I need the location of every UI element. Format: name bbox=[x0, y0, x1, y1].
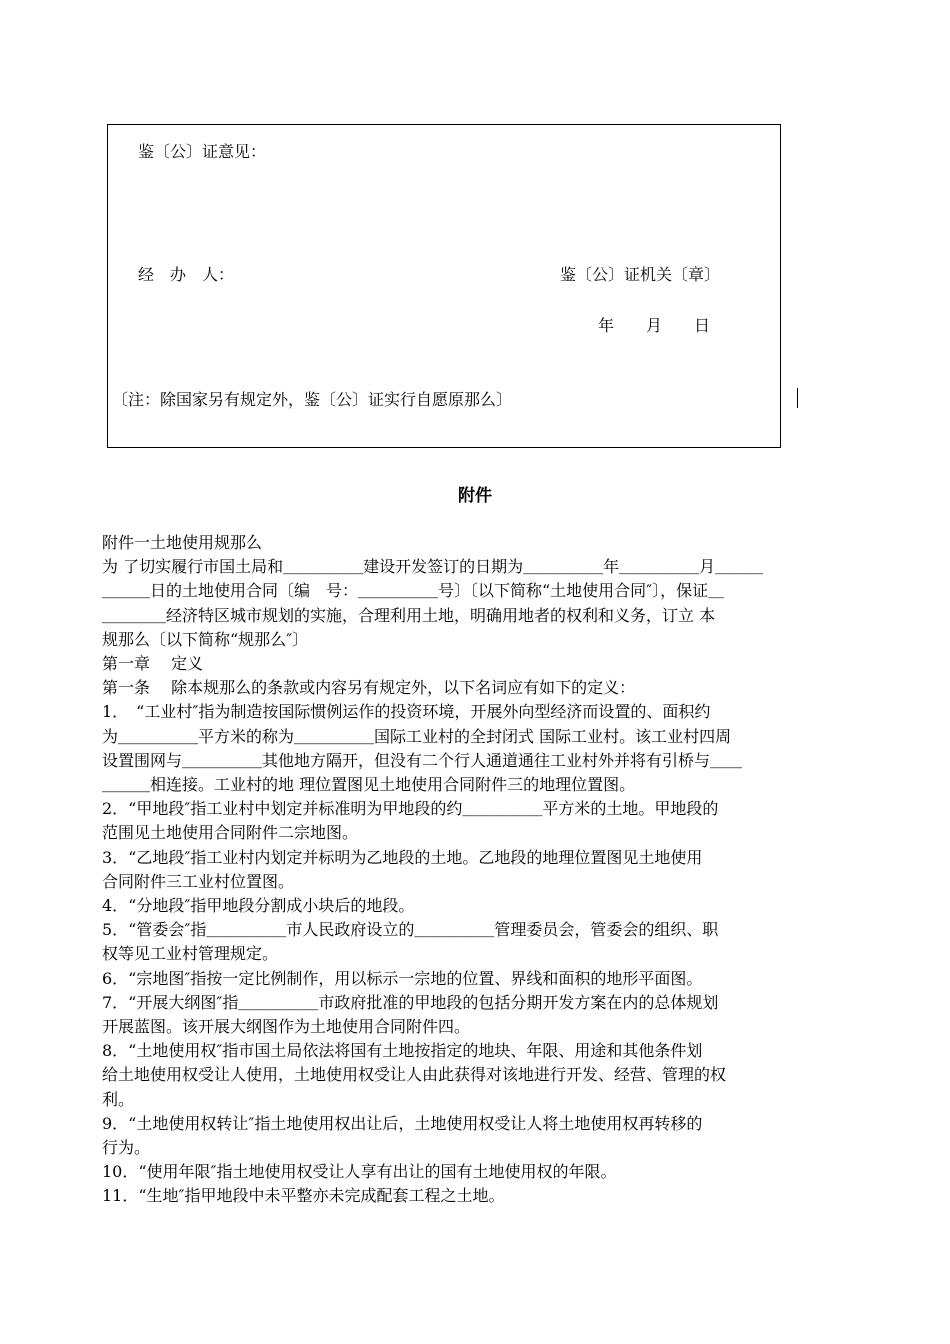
text-line: 权等见工业村管理规定。 bbox=[102, 944, 279, 964]
text-line: 行为。 bbox=[102, 1138, 151, 1158]
text-line: 第一条 除本规那么的条款或内容另有规定外，以下名词应有如下的定义： bbox=[102, 678, 636, 698]
text-line: 为 了切实履行市国土局和＿＿＿＿＿建设开发签订的日期为＿＿＿＿＿年＿＿＿＿＿月＿＿＿ bbox=[102, 557, 764, 577]
text-line: 9．“土地使用权转让″指土地使用权出让后，土地使用权受让人将土地使用权再转移的 bbox=[102, 1113, 703, 1133]
authority-label: 鉴〔公〕证机关〔章〕 bbox=[560, 265, 721, 284]
certification-box bbox=[107, 124, 781, 448]
text-line: 3．“乙地段″指工业村内划定并标明为乙地段的土地。乙地段的地理位置图见土地使用 bbox=[102, 847, 703, 867]
text-line: 5．“管委会″指＿＿＿＿＿市人民政府设立的＿＿＿＿＿管理委员会，管委会的组织、职 bbox=[102, 920, 719, 940]
text-line: 7．“开展大纲图″指＿＿＿＿＿市政府批准的甲地段的包括分期开发方案在内的总体规划 bbox=[102, 992, 719, 1012]
text-line: 开展蓝图。该开展大纲图作为土地使用合同附件四。 bbox=[102, 1017, 471, 1037]
text-line: ＿＿＿相连接。工业村的地 理位置图见土地使用合同附件三的地理位置图。 bbox=[102, 775, 636, 795]
text-line: 规那么〔以下简称“规那么″〕 bbox=[102, 629, 309, 649]
text-line: 10．“使用年限″指土地使用权受让人享有出让的国有土地使用权的年限。 bbox=[102, 1162, 617, 1182]
text-line: 为＿＿＿＿＿平方米的称为＿＿＿＿＿国际工业村的全封闭式 国际工业村。该工业村四周 bbox=[102, 726, 732, 746]
text-line: 8．“土地使用权″指市国土局依法将国有土地按指定的地块、年限、用途和其他条件划 bbox=[102, 1041, 703, 1061]
text-line: 6．“宗地图″指按一定比例制作，用以标示一宗地的位置、界线和面积的地形平面图。 bbox=[102, 968, 703, 988]
text-line: 合同附件三工业村位置图。 bbox=[102, 871, 295, 891]
text-line: 利。 bbox=[102, 1089, 135, 1109]
text-line: 给土地使用权受让人使用，土地使用权受让人由此获得对该地进行开发、经营、管理的权 bbox=[102, 1065, 727, 1085]
text-line: 11．“生地″指甲地段中未平整亦未完成配套工程之土地。 bbox=[102, 1186, 505, 1206]
handler-label: 经 办 人： bbox=[138, 265, 235, 284]
text-line: 2．“甲地段″指工业村中划定并标准明为甲地段的约＿＿＿＿＿平方米的土地。甲地段的 bbox=[102, 799, 719, 819]
opinion-label: 鉴〔公〕证意见： bbox=[138, 142, 267, 161]
box-edge-mark bbox=[797, 388, 798, 408]
text-line: 附件一土地使用规那么 bbox=[102, 533, 263, 552]
text-line: 设置围网与＿＿＿＿＿其他地方隔开，但没有二个行人通道通往工业村外并将有引桥与＿＿ bbox=[102, 750, 743, 770]
date-label: 年 月 日 bbox=[598, 316, 711, 335]
text-line: 1． “工业村″指为制造按国际惯例运作的投资环境，开展外向型经济而设置的、面积约 bbox=[102, 702, 711, 722]
appendix-heading: 附件 bbox=[458, 486, 492, 506]
note-text: 〔注：除国家另有规定外，鉴〔公〕证实行自愿原那么〕 bbox=[112, 390, 513, 409]
text-line: 4．“分地段″指甲地段分割成小块后的地段。 bbox=[102, 896, 415, 916]
text-line: ＿＿＿＿经济特区城市规划的实施，合理利用土地，明确用地者的权利和义务，订立 本 bbox=[102, 605, 716, 625]
rules-body bbox=[102, 531, 848, 1209]
text-line: 范围见土地使用合同附件二宗地图。 bbox=[102, 823, 359, 843]
text-line: ＿＿＿日的土地使用合同〔编 号：＿＿＿＿＿号〕〔以下简称“土地使用合同″〕，保证＿ bbox=[102, 581, 725, 601]
text-line: 第一章 定义 bbox=[102, 654, 204, 674]
